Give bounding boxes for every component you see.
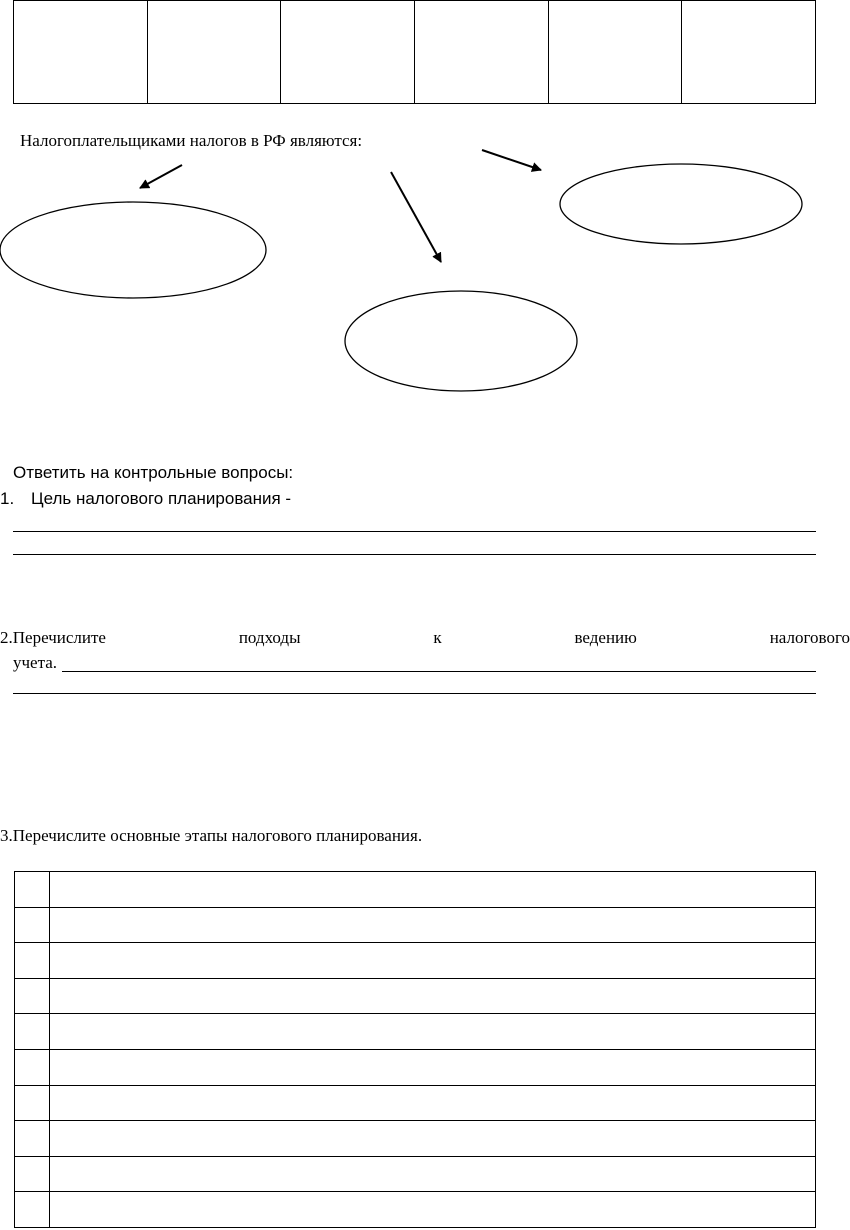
taxpayer-bubble-left — [0, 202, 266, 298]
stages-table-row — [15, 1121, 816, 1157]
stage-number-cell[interactable] — [15, 1192, 50, 1228]
stage-description-cell[interactable] — [50, 943, 816, 979]
diagram-heading: Налогоплательщиками налогов в РФ являются: — [20, 131, 363, 150]
stage-number-cell[interactable] — [15, 1049, 50, 1085]
question-3-text: 3.Перечислите основные этапы налогового планирования. — [0, 826, 423, 845]
stage-description-cell[interactable] — [50, 1192, 816, 1228]
stages-table-row — [15, 978, 816, 1014]
stage-description-cell[interactable] — [50, 872, 816, 908]
stages-table-row — [15, 1192, 816, 1228]
stage-number-cell[interactable] — [15, 907, 50, 943]
stages-table-row — [15, 1049, 816, 1085]
taxpayers-diagram — [0, 0, 816, 420]
stages-table-row — [15, 943, 816, 979]
stage-description-cell[interactable] — [50, 1014, 816, 1050]
stages-table-row — [15, 1156, 816, 1192]
question-1-number: 1. — [0, 489, 15, 508]
stage-description-cell[interactable] — [50, 978, 816, 1014]
stages-table-row — [15, 1085, 816, 1121]
q2-word-3: к — [433, 628, 442, 647]
taxpayer-bubble-middle — [345, 291, 577, 391]
arrow-middle — [391, 172, 441, 262]
q2-word-1: 2.Перечислите — [0, 628, 106, 647]
stages-table — [14, 871, 816, 1228]
answer-line-3[interactable] — [62, 671, 816, 672]
stage-number-cell[interactable] — [15, 978, 50, 1014]
taxpayer-bubble-right — [560, 164, 802, 244]
stages-table-row — [15, 907, 816, 943]
arrow-left — [140, 165, 182, 188]
q2-word-5: налогового — [769, 628, 850, 647]
question-2-line-1 — [0, 628, 850, 648]
stage-number-cell[interactable] — [15, 1085, 50, 1121]
question-2-line-2: учета. — [13, 653, 58, 672]
answer-line-1[interactable] — [13, 531, 816, 532]
stages-table-row — [15, 872, 816, 908]
q2-word-4: ведению — [574, 628, 637, 647]
stage-description-cell[interactable] — [50, 1121, 816, 1157]
stage-description-cell[interactable] — [50, 1156, 816, 1192]
stage-number-cell[interactable] — [15, 1156, 50, 1192]
stage-number-cell[interactable] — [15, 1121, 50, 1157]
stage-description-cell[interactable] — [50, 1085, 816, 1121]
stage-number-cell[interactable] — [15, 872, 50, 908]
stage-number-cell[interactable] — [15, 943, 50, 979]
stages-table-body — [15, 872, 816, 1228]
question-1-text: Цель налогового планирования - — [31, 489, 292, 508]
answer-line-2[interactable] — [13, 554, 816, 555]
stages-table-row — [15, 1014, 816, 1050]
stage-number-cell[interactable] — [15, 1014, 50, 1050]
answer-line-4[interactable] — [13, 693, 816, 694]
stage-description-cell[interactable] — [50, 907, 816, 943]
arrow-right — [482, 150, 541, 170]
stage-description-cell[interactable] — [50, 1049, 816, 1085]
questions-intro: Ответить на контрольные вопросы: — [13, 463, 294, 482]
q2-word-2: подходы — [238, 628, 301, 647]
